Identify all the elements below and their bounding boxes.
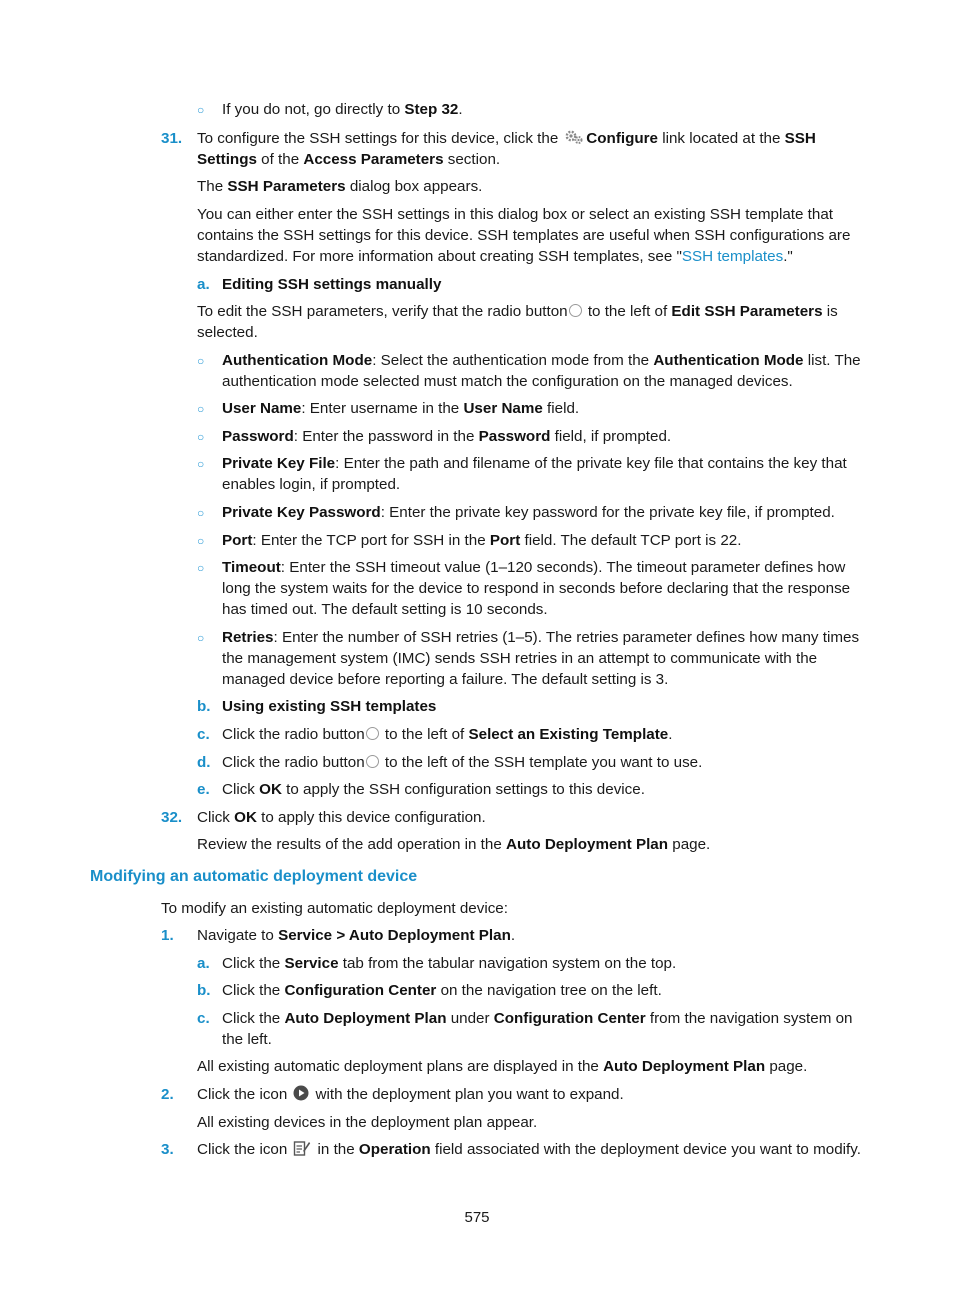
paragraph: You can either enter the SSH settings in this dialog box or select an existing SSH template that contains the SSH settings for this device. SSH templates are useful when SSH configurations are standardized. For more information about creating SSH templates, see "SSH templates." (197, 206, 851, 265)
list-item: Timeout: Enter the SSH timeout value (1–120 seconds). The timeout parameter defines how long the system waits for the device to respond in seconds before declaring that the response has timed out. The default setting is 10 seconds. (222, 559, 851, 618)
step-text: To configure the SSH settings for this device, click the Configure link located at the SSH Settings of the Access Parameters section. (197, 130, 816, 168)
list-item: User Name: Enter username in the User Name field. (222, 400, 580, 417)
list-item: Password: Enter the password in the Password field, if prompted. (222, 428, 672, 445)
substep-text: Click the radio button to the left of Select an Existing Template. (222, 726, 673, 743)
substep-text: Click the Service tab from the tabular navigation system on the top. (222, 955, 677, 972)
bullet: ○ (197, 430, 205, 444)
bullet: ○ (197, 103, 205, 117)
substep-label: c. (197, 726, 210, 743)
step-number: 32. (161, 809, 183, 826)
step-text: Click OK to apply this device configuration. (197, 809, 486, 826)
step-text: Click the icon with the deployment plan you want to expand. (197, 1086, 624, 1103)
page-number: 575 (464, 1209, 490, 1226)
step-text: Navigate to Service > Auto Deployment Plan. (197, 927, 516, 944)
paragraph: All existing devices in the deployment plan appear. (197, 1114, 538, 1131)
substep-heading: Editing SSH settings manually (222, 276, 442, 293)
substep-label: a. (197, 955, 210, 972)
substep-label: b. (197, 698, 211, 715)
bullet: ○ (197, 354, 205, 368)
list-item: Private Key File: Enter the path and filename of the private key file that contains the key that enables login, if prompted. (222, 455, 847, 493)
paragraph: To modify an existing automatic deployment device: (161, 900, 508, 917)
gear-icon (564, 129, 584, 145)
paragraph: If you do not, go directly to Step 32. (222, 101, 463, 118)
substep-label: d. (197, 754, 211, 771)
step-number: 31. (161, 130, 183, 147)
substep-text: Click the radio button to the left of the SSH template you want to use. (222, 754, 703, 771)
expand-play-icon (293, 1085, 309, 1101)
bullet: ○ (197, 534, 205, 548)
bullet: ○ (197, 506, 205, 520)
substep-label: e. (197, 781, 210, 798)
substep-heading: Using existing SSH templates (222, 698, 437, 715)
list-item: Retries: Enter the number of SSH retries (1–5). The retries parameter defines how many times the management system (IMC) sends SSH retries in an attempt to communicate with the managed device before reporting a failure. The default setting is 3. (222, 629, 860, 688)
step-number: 2. (161, 1086, 174, 1103)
list-item: Private Key Password: Enter the private key password for the private key file, if prompted. (222, 504, 835, 521)
step-number: 3. (161, 1141, 174, 1158)
radio-button-icon (366, 755, 379, 768)
paragraph: The SSH Parameters dialog box appears. (197, 178, 483, 195)
radio-button-icon (569, 304, 582, 317)
substep-text: Click the Auto Deployment Plan under Configuration Center from the navigation system on the left. (222, 1010, 853, 1048)
ssh-templates-link[interactable]: SSH templates (681, 248, 784, 265)
substep-text: Click the Configuration Center on the navigation tree on the left. (222, 982, 662, 999)
substep-label: a. (197, 276, 210, 293)
bullet: ○ (197, 631, 205, 645)
edit-icon (293, 1139, 311, 1157)
step-number: 1. (161, 927, 174, 944)
substep-text: Click OK to apply the SSH configuration settings to this device. (222, 781, 645, 798)
substep-label: c. (197, 1010, 210, 1027)
substep-label: b. (197, 982, 211, 999)
paragraph: Review the results of the add operation in the Auto Deployment Plan page. (197, 836, 711, 853)
step-text: Click the icon in the Operation field associated with the deployment device you want to modify. (197, 1141, 861, 1158)
list-item: Port: Enter the TCP port for SSH in the Port field. The default TCP port is 22. (222, 532, 742, 549)
bullet: ○ (197, 457, 205, 471)
section-heading: Modifying an automatic deployment device (90, 868, 418, 885)
bullet: ○ (197, 561, 205, 575)
list-item: Authentication Mode: Select the authentication mode from the Authentication Mode list. The authentication mode selected must match the configuration on the managed devices. (222, 352, 861, 390)
paragraph: All existing automatic deployment plans are displayed in the Auto Deployment Plan page. (197, 1058, 808, 1075)
bullet: ○ (197, 402, 205, 416)
radio-button-icon (366, 727, 379, 740)
paragraph: To edit the SSH parameters, verify that the radio button to the left of Edit SSH Parameters is selected. (197, 303, 838, 341)
